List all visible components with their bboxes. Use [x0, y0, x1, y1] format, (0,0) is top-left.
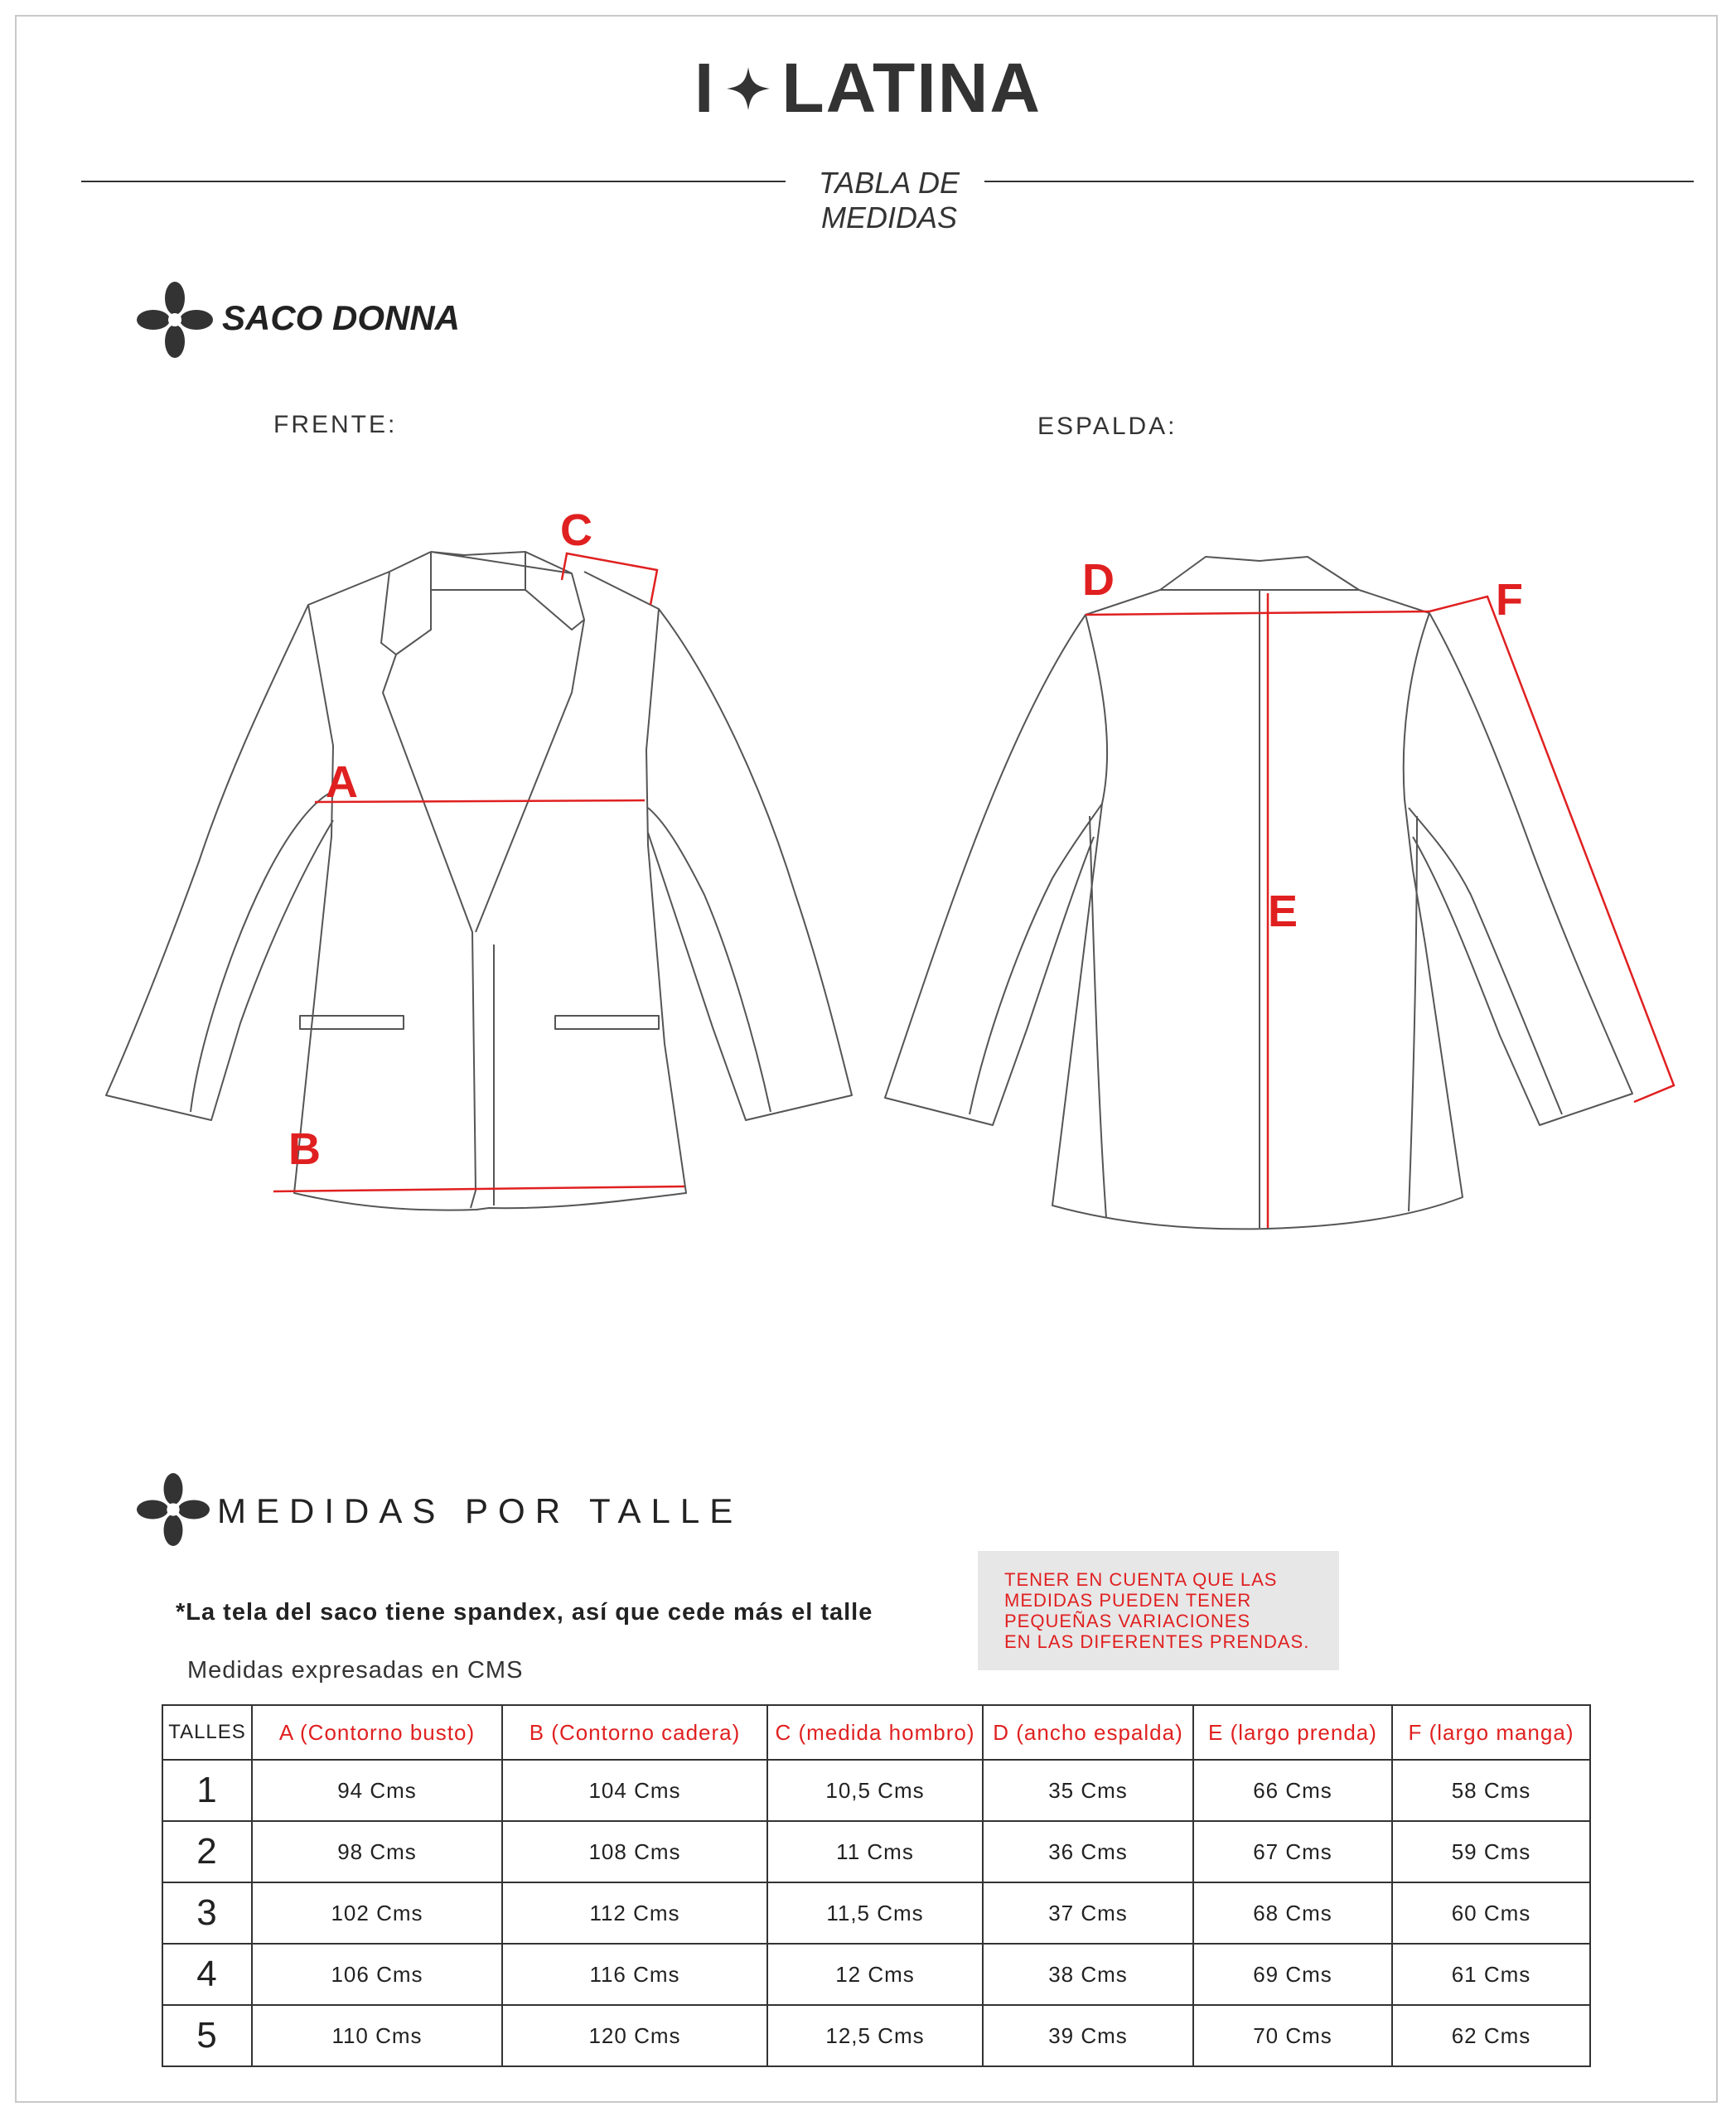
units-note: Medidas expresadas en CMS	[187, 1657, 524, 1684]
header-f: F (largo manga)	[1392, 1705, 1590, 1760]
cell-e: 68 Cms	[1193, 1882, 1392, 1944]
header-c: C (medida hombro)	[767, 1705, 983, 1760]
cell-a: 110 Cms	[252, 2005, 502, 2066]
cell-a: 106 Cms	[252, 1944, 502, 2005]
header-a: A (Contorno busto)	[252, 1705, 502, 1760]
quatrefoil-icon	[137, 1473, 210, 1546]
size-table	[162, 1704, 1591, 2067]
sizes-title: MEDIDAS POR TALLE	[217, 1491, 743, 1530]
cell-d: 38 Cms	[983, 1944, 1193, 2005]
warning-line-2: MEDIDAS PUEDEN TENER	[1004, 1590, 1252, 1611]
mark-f: F	[1496, 575, 1523, 625]
brand-right: LATINA	[781, 49, 1042, 127]
cell-a: 98 Cms	[252, 1821, 502, 1882]
cell-b: 112 Cms	[502, 1882, 767, 1944]
cell-c: 12 Cms	[767, 1944, 983, 2005]
size-cell: 5	[162, 2005, 252, 2066]
measure-f-line	[1429, 597, 1674, 1102]
cell-f: 58 Cms	[1392, 1760, 1590, 1821]
cell-d: 39 Cms	[983, 2005, 1193, 2066]
back-body-outline	[1052, 590, 1463, 1229]
warning-line-3: PEQUEÑAS VARIACIONES	[1004, 1611, 1251, 1631]
mark-a: A	[326, 757, 358, 807]
mark-d: D	[1082, 555, 1115, 605]
subtitle-line-1: TABLA DE	[818, 166, 960, 200]
mark-e: E	[1268, 887, 1298, 936]
table-row	[162, 1882, 1590, 1944]
table-row	[162, 1944, 1590, 2005]
cell-f: 59 Cms	[1392, 1821, 1590, 1882]
size-cell: 3	[162, 1882, 252, 1944]
cell-d: 35 Cms	[983, 1760, 1193, 1821]
cell-d: 37 Cms	[983, 1882, 1193, 1944]
cell-c: 11 Cms	[767, 1821, 983, 1882]
mark-c: C	[560, 505, 592, 555]
cell-c: 11,5 Cms	[767, 1882, 983, 1944]
mark-b: B	[288, 1124, 321, 1174]
cell-e: 70 Cms	[1193, 2005, 1392, 2066]
cell-c: 12,5 Cms	[767, 2005, 983, 2066]
cell-a: 102 Cms	[252, 1882, 502, 1944]
measure-d-line	[1086, 611, 1429, 615]
brand-left: I	[694, 49, 716, 127]
variation-warning-box	[978, 1551, 1339, 1670]
subtitle-line-2: MEDIDAS	[820, 201, 958, 234]
cell-c: 10,5 Cms	[767, 1760, 983, 1821]
front-label: FRENTE:	[273, 411, 398, 438]
table-row	[162, 2005, 1590, 2066]
cell-b: 120 Cms	[502, 2005, 767, 2066]
size-cell: 4	[162, 1944, 252, 2005]
cell-f: 60 Cms	[1392, 1882, 1590, 1944]
back-collar	[1160, 557, 1359, 590]
table-header-row	[162, 1705, 1590, 1760]
table-row	[162, 1760, 1590, 1821]
cell-b: 116 Cms	[502, 1944, 767, 2005]
header-b: B (Contorno cadera)	[502, 1705, 767, 1760]
cell-d: 36 Cms	[983, 1821, 1193, 1882]
warning-line-4: EN LAS DIFERENTES PRENDAS.	[1004, 1631, 1310, 1652]
back-left-sleeve	[885, 615, 1094, 1125]
product-title: SACO DONNA	[222, 298, 461, 337]
header-talles: TALLES	[162, 1705, 252, 1760]
cell-e: 69 Cms	[1193, 1944, 1392, 2005]
size-cell: 1	[162, 1760, 252, 1821]
cell-b: 104 Cms	[502, 1760, 767, 1821]
fabric-note: *La tela del saco tiene spandex, así que cede más el talle	[176, 1599, 873, 1626]
cell-f: 62 Cms	[1392, 2005, 1590, 2066]
back-label: ESPALDA:	[1037, 413, 1177, 440]
warning-line-1: TENER EN CUENTA QUE LAS	[1004, 1569, 1278, 1590]
cell-e: 66 Cms	[1193, 1760, 1392, 1821]
cell-f: 61 Cms	[1392, 1944, 1590, 2005]
table-row	[162, 1821, 1590, 1882]
size-cell: 2	[162, 1821, 252, 1882]
cell-a: 94 Cms	[252, 1760, 502, 1821]
cell-b: 108 Cms	[502, 1821, 767, 1882]
header-e: E (largo prenda)	[1193, 1705, 1392, 1760]
cell-e: 67 Cms	[1193, 1821, 1392, 1882]
header-d: D (ancho espalda)	[983, 1705, 1193, 1760]
